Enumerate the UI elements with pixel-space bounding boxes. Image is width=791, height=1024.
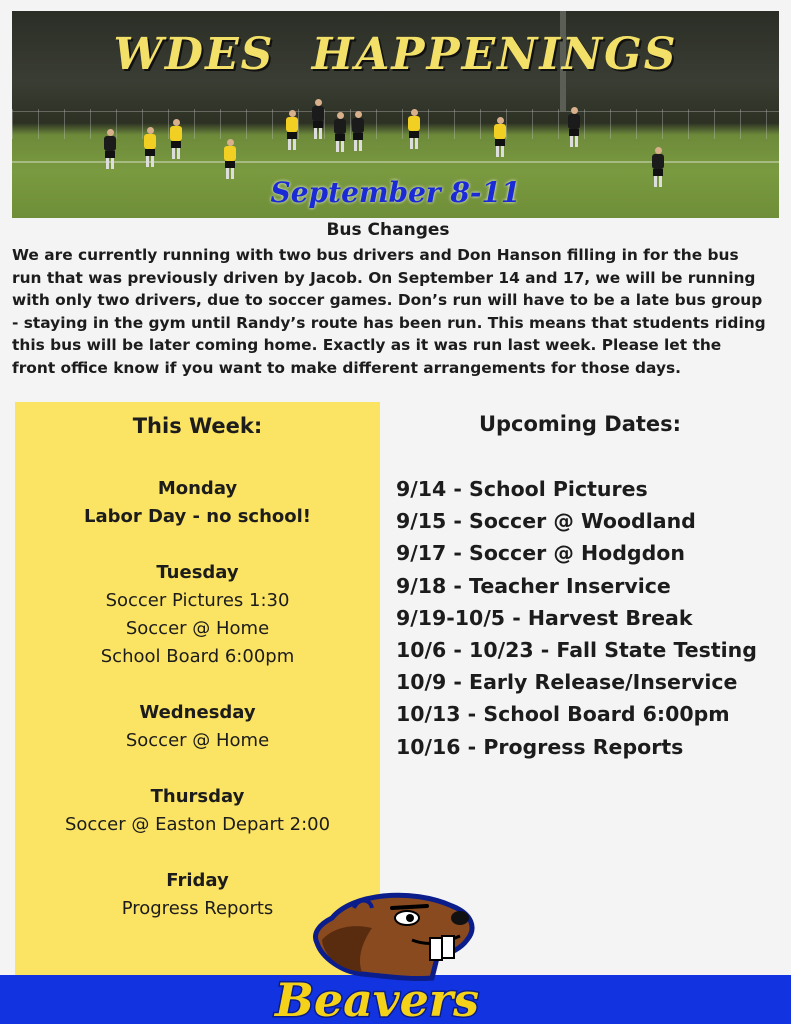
soccer-player — [104, 129, 116, 169]
upcoming-date-item: 9/14 - School Pictures — [396, 477, 648, 501]
banner-date: September 8-11 — [270, 176, 521, 209]
week-day-list — [15, 475, 380, 951]
day-tuesday — [15, 559, 380, 671]
day-name: Friday — [166, 870, 229, 891]
day-event: Soccer @ Easton Depart 2:00 — [64, 814, 331, 835]
soccer-player — [352, 111, 364, 151]
field-fence — [12, 109, 779, 139]
soccer-player — [408, 109, 420, 149]
upcoming-date-item: 9/19-10/5 - Harvest Break — [396, 605, 693, 630]
header-banner-photo — [12, 11, 779, 218]
upcoming-date-item: 10/6 - 10/23 - Fall State Testing — [396, 638, 757, 663]
upcoming-date-item: 9/15 - Soccer @ Woodland — [396, 509, 696, 534]
upcoming-date-item: 10/9 - Early Release/Inservice — [396, 670, 738, 695]
day-event: Progress Reports — [121, 898, 274, 919]
bus-changes-title: Bus Changes — [326, 220, 450, 240]
upcoming-date-item: 9/18 - Teacher Inservice — [396, 573, 671, 598]
day-name: Thursday — [150, 786, 245, 807]
day-name: Tuesday — [156, 562, 239, 583]
paragraph-line: We are currently running with two bus drivers and Don Hanson filling in for the bus — [12, 246, 739, 264]
paragraph-line: - staying in the gym until Randy’s route has been run. This means that students riding — [12, 313, 766, 332]
soccer-player — [334, 112, 346, 152]
day-event: Soccer Pictures 1:30 — [105, 590, 290, 611]
bus-changes-paragraph — [12, 244, 782, 380]
paragraph-line: front office know if you want to make different arrangements for those days. — [12, 358, 681, 377]
soccer-player — [144, 127, 156, 167]
soccer-player — [286, 110, 298, 150]
soccer-player — [312, 99, 324, 139]
day-event: School Board 6:00pm — [100, 646, 295, 667]
upcoming-date-item: 10/16 - Progress Reports — [396, 734, 684, 759]
day-thursday — [15, 783, 380, 839]
day-event: Soccer @ Home — [125, 730, 270, 751]
banner-title: WDES HAPPENINGS — [113, 29, 678, 80]
paragraph-line: this bus will be later coming home. Exactly as it was run last week. Please let the — [12, 336, 722, 355]
soccer-player — [224, 139, 236, 179]
soccer-player — [494, 117, 506, 157]
upcoming-date-item: 10/13 - School Board 6:00pm — [396, 702, 730, 727]
day-name: Wednesday — [139, 702, 256, 723]
upcoming-dates-title: Upcoming Dates: — [478, 412, 682, 436]
day-event: Soccer @ Home — [125, 618, 270, 639]
day-name: Monday — [157, 478, 238, 499]
beaver-mascot-logo — [262, 888, 492, 1024]
upcoming-dates-list — [396, 473, 786, 763]
paragraph-line: with only two drivers, due to soccer games. Don’s run will have to be a late bus group — [12, 291, 763, 310]
upcoming-date-item: 9/17 - Soccer @ Hodgdon — [396, 541, 685, 566]
day-event: Labor Day - no school! — [83, 506, 312, 527]
day-wednesday — [15, 699, 380, 755]
paragraph-line: run that was previously driven by Jacob. On September 14 and 17, we will be running — [12, 268, 756, 287]
mascot-wordmark: Beavers — [274, 973, 480, 1024]
soccer-player — [568, 107, 580, 147]
soccer-player — [170, 119, 182, 159]
this-week-title: This Week: — [132, 414, 263, 438]
day-monday — [15, 475, 380, 531]
